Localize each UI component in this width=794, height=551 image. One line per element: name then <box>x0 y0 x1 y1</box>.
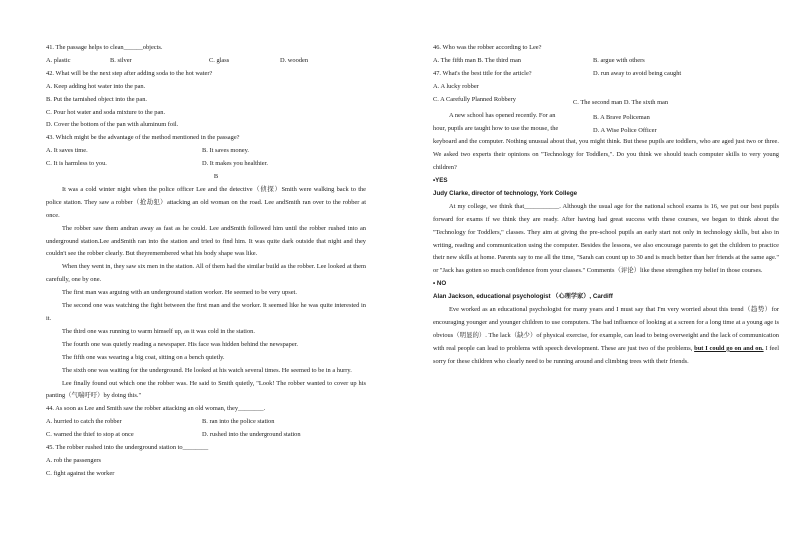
q43-option-a[interactable]: A. It saves time. <box>46 147 88 155</box>
q41-options <box>46 55 366 68</box>
q44-option-b[interactable]: B. ran into the police station <box>202 418 275 426</box>
q43-options-row2 <box>46 158 366 171</box>
q42-option-b[interactable]: B. Put the tarnished object into the pan. <box>46 95 147 103</box>
passage-paragraph-5: The second one was watching the fight between the first man and the worker. It seemed like he was quite interested in it. <box>46 302 366 322</box>
no-heading: • NO <box>433 280 447 288</box>
intro-row-1 <box>433 110 779 123</box>
q41-option-d[interactable]: D. wooden <box>280 56 309 64</box>
passage-paragraph-3: When they went in, they saw six men in the station. All of them had the similar build as the robber. Lee looked at them carefully, one by one. <box>46 263 366 284</box>
passage-paragraph-7: The fourth one was quietly reading a newspaper. His face was hidden behind the newspaper. <box>62 340 299 348</box>
q45-option-b[interactable]: B. argue with others <box>593 56 645 64</box>
q46-options <box>433 55 779 68</box>
q43-option-b[interactable]: B. It saves money. <box>202 147 249 155</box>
q44-options-row1 <box>46 416 366 429</box>
intro-line-1: A new school has opened recently. For an <box>449 112 556 120</box>
question-47: 47. What's the best title for the article? <box>433 69 532 77</box>
question-46: 46. Who was the robber according to Lee? <box>433 44 542 51</box>
passage-paragraph-10: Lee finally found out which one the robber was. He said to Smith quietly, "Look! The robber wanted to cover up his panting（气喘吁吁）by doing this." <box>46 379 366 400</box>
alan-heading: Alan Jackson, educational psychologist （心理学家）, Cardiff <box>433 293 613 301</box>
q42-option-a[interactable]: A. Keep adding hot water into the pan. <box>46 82 146 90</box>
q44-options-row2 <box>46 429 366 442</box>
question-44: 44. As soon as Lee and Smith saw the robber attacking an old woman, they________. <box>46 405 266 413</box>
q43-option-c[interactable]: C. It is harmless to you. <box>46 160 107 168</box>
section-b-heading: B <box>213 173 219 181</box>
q47-option-b[interactable]: B. A Brave Policeman <box>593 114 650 122</box>
question-45: 45. The robber rushed into the underground station to________ <box>46 444 209 452</box>
q47-option-d[interactable]: D. A Wise Police Officer <box>593 127 657 135</box>
q44-option-c[interactable]: C. warned the thief to stop at once <box>46 431 134 439</box>
q45-option-a[interactable]: A. rob the passengers <box>46 456 102 464</box>
alan-text-b: I feel sorry for these children who clearly need to be running around and climbing trees with their friends. <box>433 344 779 365</box>
passage-paragraph-4: The first man was arguing with an underground station worker. He seemed to be very upset. <box>62 289 297 297</box>
question-41: 41. The passage helps to clean______objects. <box>46 44 163 51</box>
yes-heading: •YES <box>433 176 448 184</box>
alan-underlined-phrase: but I could go on and on. <box>694 344 764 352</box>
q43-option-d[interactable]: D. It makes you healthier. <box>202 160 269 168</box>
intro-row-2 <box>433 123 779 136</box>
q42-option-d[interactable]: D. Cover the bottom of the pan with aluminum foil. <box>46 121 179 129</box>
intro-line-2: hour, pupils are taught how to use the mouse, the <box>433 125 559 133</box>
passage-paragraph-8: The fifth one was wearing a big coat, sitting on a bench quietly. <box>62 353 225 361</box>
q43-options-row1 <box>46 145 366 158</box>
left-column <box>46 42 366 481</box>
q41-option-b[interactable]: B. silver <box>110 56 132 64</box>
question-42: 42. What will be the next step after adding soda to the hot water? <box>46 69 213 77</box>
q44-option-d[interactable]: D. rushed into the underground station <box>202 431 301 439</box>
q45-option-d[interactable]: D. run away to avoid being caught <box>593 69 682 77</box>
q41-option-c[interactable]: C. glass <box>209 56 230 64</box>
q46-option-ab[interactable]: A. The fifth man B. The third man <box>433 56 521 64</box>
q47-option-c[interactable]: C. A Carefully Planned Robbery <box>433 95 516 103</box>
passage-paragraph-9: The sixth one was waiting for the underground. He looked at his watch several times. He seemed to be in a hurry. <box>62 366 352 374</box>
alan-paragraph <box>433 304 779 369</box>
q47-option-a[interactable]: A. A lucky robber <box>433 82 479 90</box>
question-43: 43. Which might be the advantage of the method mentioned in the passage? <box>46 134 240 142</box>
alan-text-a: Eve worked as an educational psychologist for many years and I must say that I'm very worried about this trend（趋势）for encouraging younger and younger children to use computers. The bad influence of looking at a screen for a long time at a young age is obvious（明显的）. The lack（缺少）of physical exercise, for example, can lead to being overweight and the lack of communication with real people can lead to problems with speech development. These are just two of the problems, <box>433 306 779 352</box>
q42-option-c[interactable]: C. Pour hot water and soda mixture to the pan. <box>46 108 166 116</box>
q47-option-c-row <box>433 94 779 107</box>
q45-option-c[interactable]: C. fight against the worker <box>46 469 115 477</box>
passage-paragraph-6: The third one was running to warm himself up, as it was cold in the station. <box>62 327 255 335</box>
right-column <box>433 42 779 369</box>
passage-paragraph-2: The robber saw them andran away as fast as he could. Lee andSmith followed him until the robber rushed into an underground station.Lee andSmith ran into the station and tried to find him. It was quite dark outside that night and they couldn't see the robber clearly. But theyremembered what his body shape was like. <box>46 224 366 258</box>
judy-heading: Judy Clarke, director of technology, York College <box>433 189 578 197</box>
q41-option-a[interactable]: A. plastic <box>46 56 71 64</box>
passage-paragraph-1: It was a cold winter night when the police officer Lee and the detective（侦探）Smith were walking back to the police station. They saw a robber（抢劫犯）attacking an old woman on the road. Lee andSmith ran over to the robber at once. <box>46 185 366 219</box>
q46-option-cd[interactable]: C. The second man D. The sixth man <box>573 98 669 106</box>
judy-paragraph: At my college, we think that___________. Although the usual age for the national school exams is 16, we put our best pupils forward for exams if we think they are ready. After having had great success with these courses, we began to think about the "Technology for Toddlers," classes. They aim at giving the pre-school pupils an early start not only in technology skills, but also in writing, reading and communication using the computer. Besides the lessons, we also encourage parents to get the children to practice their new skills at home. Parents say to me all the time, "Sarah can count up to 30 and is much better than her friends at the same age." or "Jack has gotten so much confidence from your classes." Comments（评论）like these strengthen my belief in those courses. <box>433 202 779 275</box>
q47-row <box>433 68 779 81</box>
intro-rest: keyboard and the computer. Nothing unusual about that, you might think. But these pupils are toddlers, who are aged just two or three. We asked two experts their opinions on "Technology for Toddlers,". Do you think we should teach computer skills to very young children? <box>433 138 779 172</box>
q44-option-a[interactable]: A. hurried to catch the robber <box>46 418 122 426</box>
